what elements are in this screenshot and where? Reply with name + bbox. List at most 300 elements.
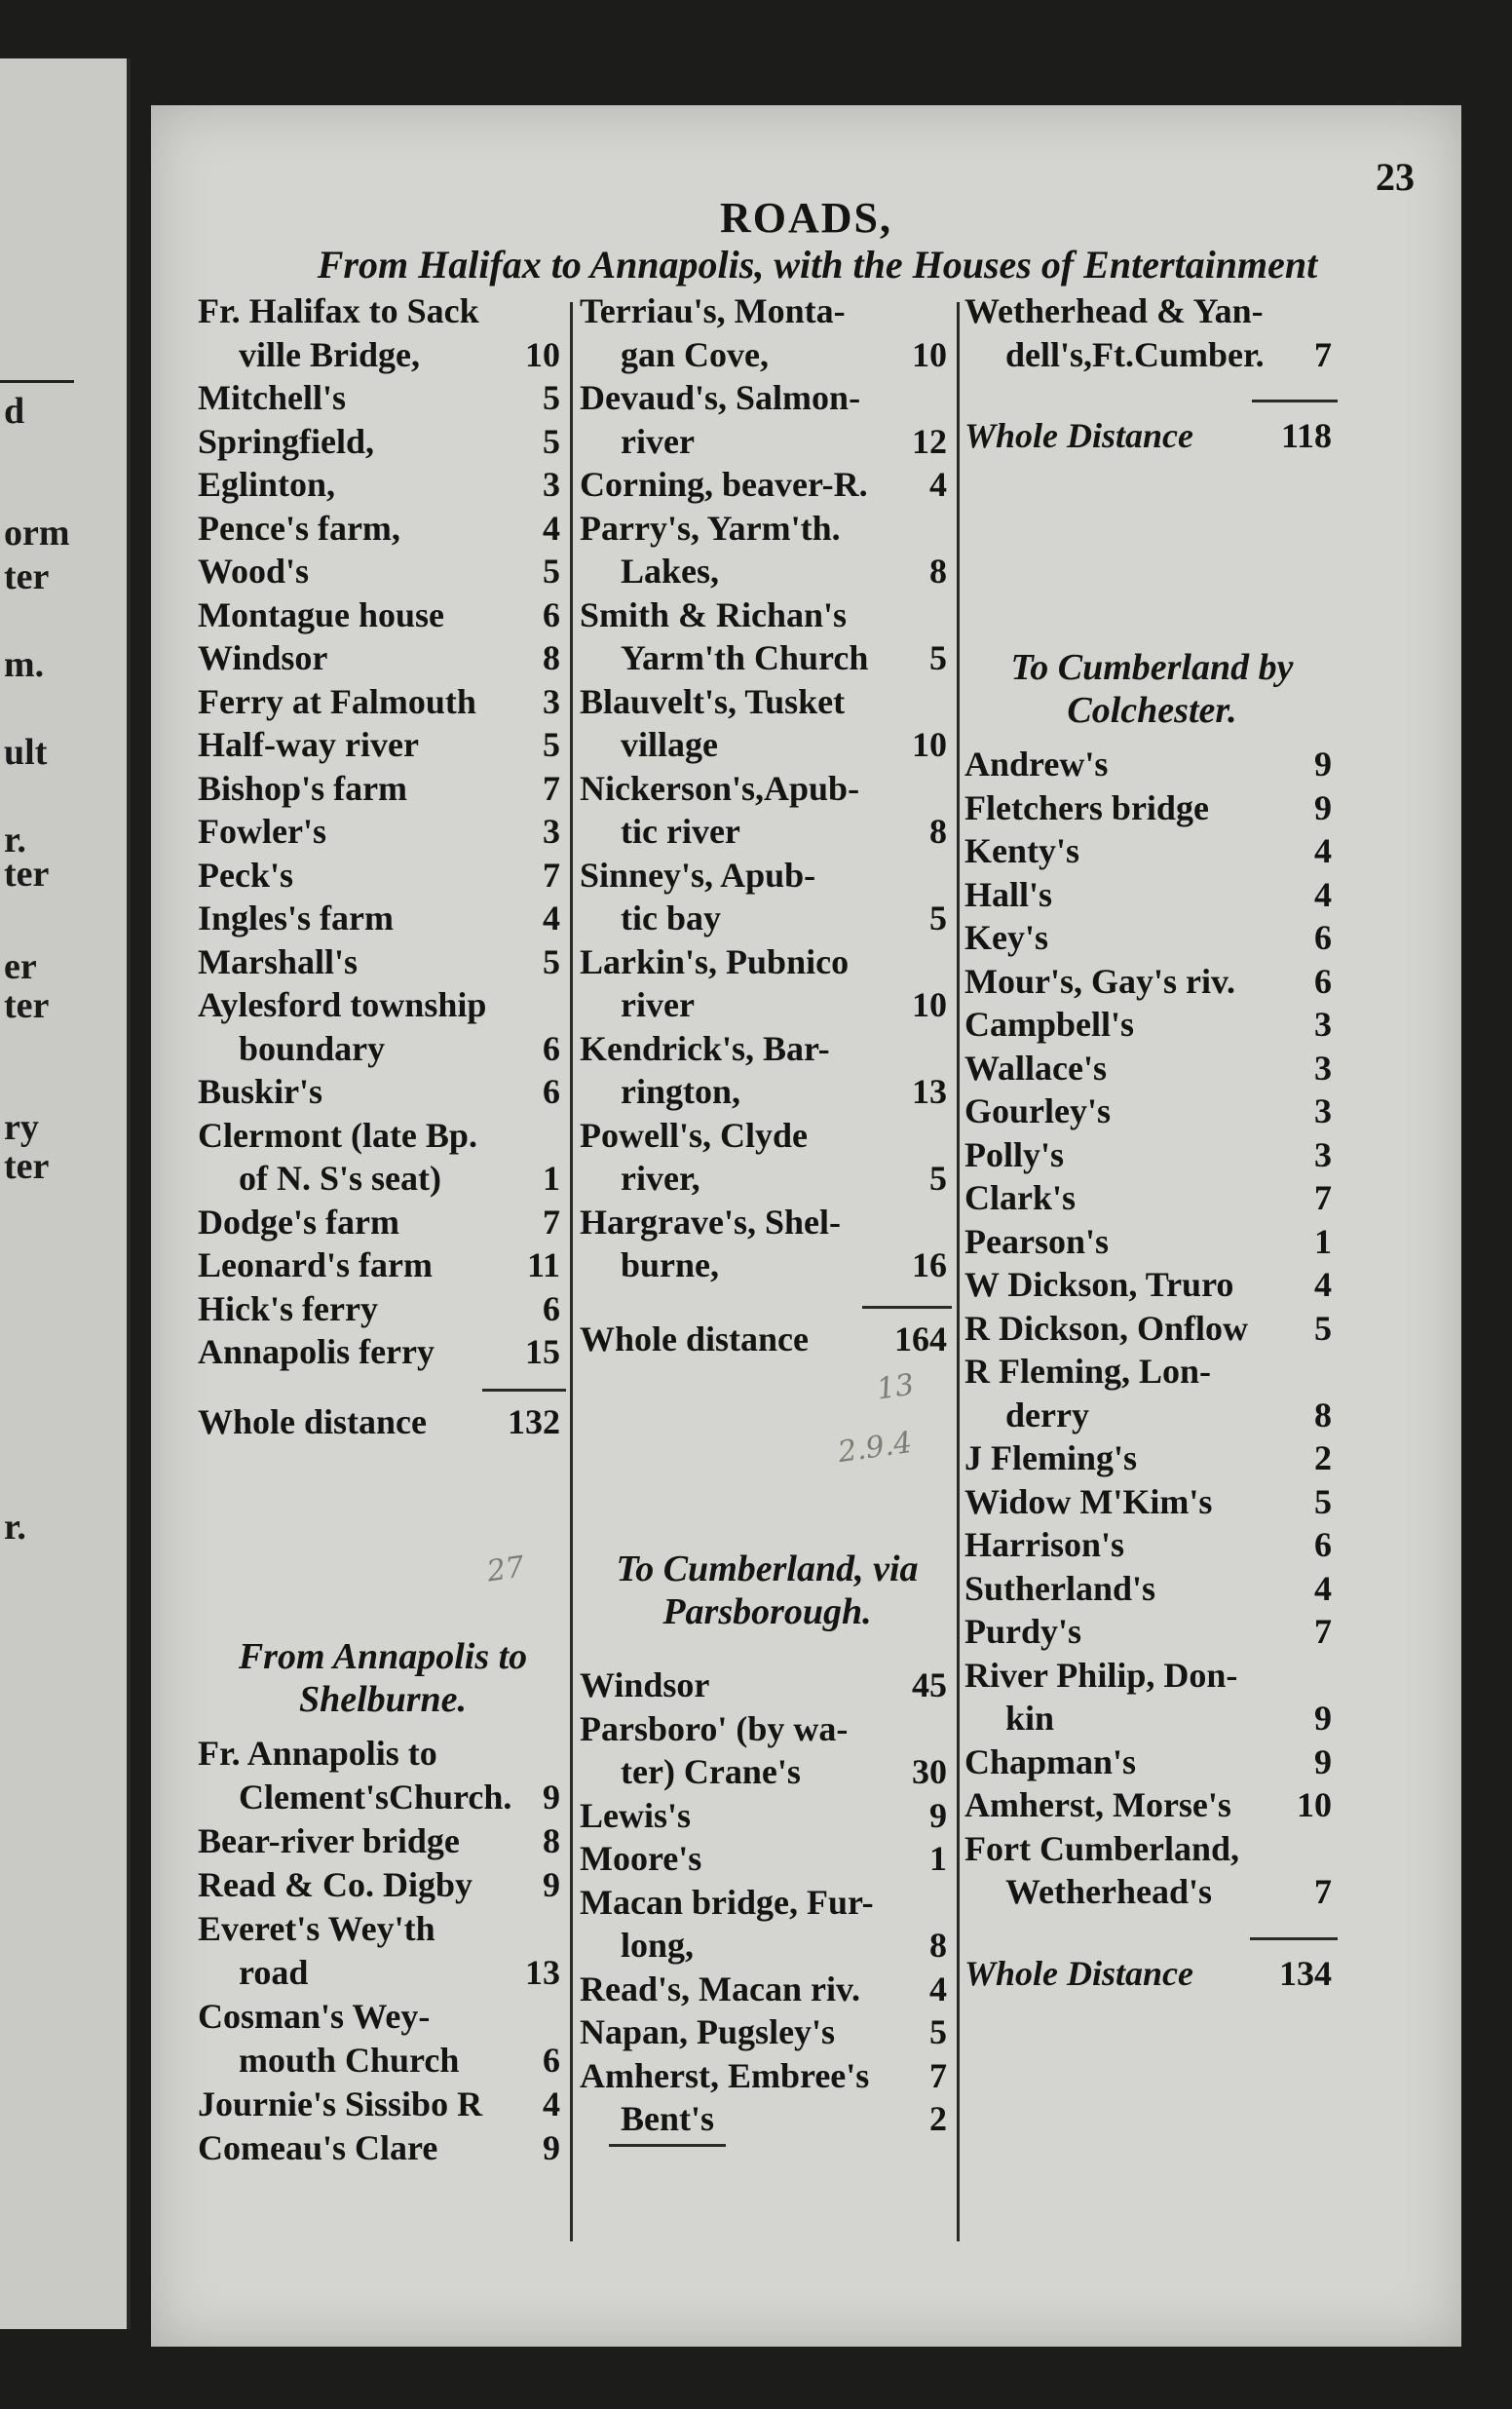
distance-value: 2 xyxy=(1314,1438,1332,1477)
place-name: Read & Co. Digby xyxy=(198,1865,473,1904)
route-entry xyxy=(198,1071,568,1115)
route-entry xyxy=(580,464,955,508)
place-name: ville Bridge, xyxy=(239,334,420,374)
total-value-col3: 118 xyxy=(1280,416,1332,455)
facing-page-text: ter xyxy=(4,854,50,895)
place-name: derry xyxy=(1005,1395,1089,1434)
route-entry xyxy=(198,377,568,421)
distance-value: 16 xyxy=(912,1245,947,1284)
distance-value: 7 xyxy=(929,2055,947,2095)
route-entry xyxy=(198,464,568,508)
page-subtitle: From Halifax to Annapolis, with the Houses of Entertainment xyxy=(317,243,1318,287)
distance-value: 8 xyxy=(1314,1395,1332,1434)
place-name: Powell's, Clyde xyxy=(580,1115,808,1155)
route-entry xyxy=(580,1071,955,1115)
route-entry xyxy=(580,768,955,812)
route-entry xyxy=(198,855,568,899)
place-name: Bent's xyxy=(621,2099,715,2138)
route-entry xyxy=(964,1828,1340,1872)
distance-value: 11 xyxy=(526,1245,560,1284)
route-entry xyxy=(964,290,1340,334)
route-entry xyxy=(580,941,955,985)
distance-value: 10 xyxy=(912,985,947,1024)
place-name: river xyxy=(621,421,695,461)
distance-value: 10 xyxy=(525,334,560,374)
place-name: R Dickson, Onflow xyxy=(964,1308,1249,1348)
place-name: Eglinton, xyxy=(198,465,336,504)
column-divider-right xyxy=(957,302,960,2241)
place-name: Parsboro' (by wa- xyxy=(580,1708,849,1748)
route-entry xyxy=(580,421,955,465)
place-name: Sutherland's xyxy=(964,1568,1156,1608)
page-number: 23 xyxy=(1376,155,1415,199)
route-entry xyxy=(964,1481,1340,1525)
place-name: Lakes, xyxy=(621,552,720,591)
route-entry xyxy=(580,1969,955,2012)
place-name: Chapman's xyxy=(964,1741,1137,1781)
distance-value: 13 xyxy=(525,1953,560,1992)
distance-value: 13 xyxy=(912,1072,947,1111)
column-divider-left xyxy=(570,302,573,2241)
place-name: Andrew's xyxy=(964,745,1109,784)
distance-value: 5 xyxy=(543,941,560,981)
distance-value: 10 xyxy=(1297,1785,1332,1824)
route-entry xyxy=(580,811,955,855)
place-name: Hick's ferry xyxy=(198,1288,378,1328)
route-entry xyxy=(580,855,955,899)
distance-value: 12 xyxy=(912,421,947,461)
route-entry xyxy=(964,1308,1340,1352)
distance-value: 2 xyxy=(929,2099,947,2138)
place-name: Marshall's xyxy=(198,941,359,981)
place-name: of N. S's seat) xyxy=(239,1159,441,1198)
route-entry xyxy=(964,1004,1340,1048)
route-entry xyxy=(580,2011,955,2055)
distance-value: 5 xyxy=(1314,1481,1332,1521)
distance-value: 5 xyxy=(543,378,560,417)
route-entry xyxy=(198,334,568,378)
route-entry xyxy=(580,1202,955,1245)
place-name: Clement'sChurch. xyxy=(239,1778,512,1816)
route-entry xyxy=(580,551,955,594)
page-title: ROADS, xyxy=(719,194,893,242)
route-entry xyxy=(964,1134,1340,1178)
route-entry xyxy=(964,787,1340,831)
place-name: Comeau's Clare xyxy=(198,2128,438,2167)
route-entry xyxy=(964,1048,1340,1091)
place-name: River Philip, Don- xyxy=(964,1655,1238,1695)
place-name: Yarm'th Church xyxy=(621,638,869,677)
distance-value: 5 xyxy=(929,1159,947,1198)
route-entry xyxy=(964,1698,1340,1741)
total-label-col3b: Whole Distance xyxy=(964,1954,1194,1993)
distance-value: 45 xyxy=(912,1665,947,1704)
place-name: Lewis's xyxy=(580,1795,692,1835)
route-entry xyxy=(198,2127,568,2171)
total-rule-col2 xyxy=(862,1306,952,1309)
place-name: Gourley's xyxy=(964,1091,1111,1130)
route-entry xyxy=(964,1741,1340,1785)
route-entry xyxy=(964,1568,1340,1612)
distance-value: 10 xyxy=(912,725,947,764)
total-value-col3b: 134 xyxy=(1279,1954,1332,1993)
distance-value: 4 xyxy=(929,1969,947,2008)
place-name: Springfield, xyxy=(198,421,375,461)
distance-value: 4 xyxy=(543,508,560,548)
place-name: Wetherhead & Yan- xyxy=(964,291,1264,330)
distance-value: 1 xyxy=(929,1839,947,1878)
distance-value: 6 xyxy=(543,1288,560,1328)
place-name: Fowler's xyxy=(198,812,326,851)
pencil-note: 2.9.4 xyxy=(835,1425,915,1471)
place-name: Key's xyxy=(964,918,1048,957)
place-name: Journie's Sissibo R xyxy=(198,2084,483,2123)
route-entry xyxy=(964,1090,1340,1134)
distance-value: 7 xyxy=(1314,1178,1332,1217)
route-entry xyxy=(198,508,568,552)
place-name: village xyxy=(621,725,718,764)
route-entry xyxy=(198,421,568,465)
place-name: Kendrick's, Bar- xyxy=(580,1028,830,1068)
distance-value: 7 xyxy=(543,855,560,895)
place-name: Nickerson's,Apub- xyxy=(580,768,860,808)
route-entry xyxy=(964,1177,1340,1221)
distance-value: 4 xyxy=(543,899,560,937)
distance-value: 9 xyxy=(1314,1741,1332,1781)
distance-value: 9 xyxy=(1314,787,1332,827)
column-shelburne-road xyxy=(580,290,955,1314)
total-col1 xyxy=(198,1401,568,1450)
facing-page-edge xyxy=(0,58,131,2329)
route-entry xyxy=(964,917,1340,961)
total-label-col1: Whole distance xyxy=(198,1402,428,1441)
book-page xyxy=(151,105,1461,2347)
distance-value: 3 xyxy=(543,465,560,504)
facing-page-text: er xyxy=(4,946,37,987)
total-rule-col3 xyxy=(1252,400,1338,402)
route-entry xyxy=(580,1751,955,1795)
distance-value: 7 xyxy=(543,1202,560,1242)
route-entry xyxy=(580,1664,955,1708)
place-name: Purdy's xyxy=(964,1612,1082,1651)
distance-value: 9 xyxy=(543,1778,560,1816)
route-entry xyxy=(580,1708,955,1752)
place-name: R Fleming, Lon- xyxy=(964,1352,1212,1391)
pencil-note: 13 xyxy=(874,1367,917,1407)
place-name: Annapolis ferry xyxy=(198,1332,435,1371)
column-annapolis-shelburne xyxy=(198,1635,568,2259)
place-name: Amherst, Embree's xyxy=(580,2055,870,2095)
route-entry xyxy=(580,594,955,638)
section-heading: Parsborough. xyxy=(662,1591,872,1632)
section-heading: Colchester. xyxy=(1067,690,1237,731)
place-name: Blauvelt's, Tusket xyxy=(580,681,846,721)
route-entry xyxy=(580,1028,955,1072)
place-name: Widow M'Kim's xyxy=(964,1481,1213,1521)
place-name: long, xyxy=(621,1926,695,1965)
place-name: Larkin's, Pubnico xyxy=(580,941,850,981)
route-entry xyxy=(198,768,568,812)
place-name: Harrison's xyxy=(964,1525,1125,1564)
place-name: gan Cove, xyxy=(621,334,769,374)
total-rule-col1 xyxy=(482,1389,566,1392)
distance-value: 3 xyxy=(1314,1005,1332,1044)
distance-value: 5 xyxy=(543,421,560,461)
route-entry xyxy=(580,1158,955,1202)
facing-page-text: ter xyxy=(4,985,50,1026)
route-entry xyxy=(964,1524,1340,1568)
facing-page-text: d xyxy=(4,391,25,432)
place-name: Pearson's xyxy=(964,1221,1109,1261)
route-entry xyxy=(580,508,955,552)
route-entry xyxy=(198,898,568,941)
route-entry xyxy=(580,1882,955,1926)
facing-page-text: ter xyxy=(4,1146,50,1187)
facing-page-rule xyxy=(0,380,74,383)
route-entry xyxy=(580,334,955,378)
place-name: kin xyxy=(1005,1699,1055,1738)
pencil-note: 27 xyxy=(484,1549,527,1589)
distance-value: 9 xyxy=(543,2128,560,2167)
place-name: Parry's, Yarm'th. xyxy=(580,508,841,548)
section-heading: To Cumberland, via xyxy=(616,1549,919,1589)
total-col3b xyxy=(964,1953,1340,2002)
route-entry xyxy=(580,1925,955,1969)
distance-value: 8 xyxy=(543,638,560,677)
distance-value: 6 xyxy=(543,1072,560,1111)
route-entry xyxy=(580,681,955,725)
section-heading: To Cumberland by xyxy=(1010,647,1294,688)
route-entry xyxy=(198,1158,568,1202)
place-name: Clermont (late Bp. xyxy=(198,1115,477,1155)
place-name: Wallace's xyxy=(964,1048,1107,1088)
dash-rule xyxy=(609,2144,726,2147)
route-entry xyxy=(198,1996,568,2040)
distance-value: 5 xyxy=(1314,1308,1332,1348)
facing-page-text: r. xyxy=(4,820,26,860)
total-value-col2: 164 xyxy=(894,1319,947,1358)
distance-value: 4 xyxy=(1314,831,1332,870)
place-name: Kenty's xyxy=(964,831,1080,870)
facing-page-text: ult xyxy=(4,732,48,773)
route-entry xyxy=(580,1838,955,1882)
place-name: river, xyxy=(621,1159,700,1198)
total-label-col2: Whole distance xyxy=(580,1319,810,1358)
distance-value: 8 xyxy=(543,1821,560,1860)
distance-value: 1 xyxy=(543,1159,560,1198)
total-rule-col3b xyxy=(1250,1937,1338,1940)
place-name: Hall's xyxy=(964,874,1053,914)
column-cumberland-colchester xyxy=(964,646,1340,2108)
place-name: Sinney's, Apub- xyxy=(580,855,816,895)
place-name: Napan, Pugsley's xyxy=(580,2012,836,2051)
route-entry xyxy=(964,1871,1340,1915)
place-name: Peck's xyxy=(198,855,293,895)
route-entry xyxy=(198,681,568,725)
place-name: Leonard's farm xyxy=(198,1245,433,1284)
route-entry xyxy=(198,724,568,768)
place-name: Ingles's farm xyxy=(198,899,394,937)
route-entry xyxy=(964,1395,1340,1438)
place-name: river xyxy=(621,985,695,1024)
facing-page-text: ry xyxy=(4,1107,39,1148)
distance-value: 6 xyxy=(543,1028,560,1068)
place-name: Windsor xyxy=(580,1665,710,1704)
place-name: Fletchers bridge xyxy=(964,787,1209,827)
route-entry xyxy=(580,984,955,1028)
route-entry xyxy=(198,1028,568,1072)
facing-page-text: r. xyxy=(4,1507,26,1548)
route-entry xyxy=(198,2084,568,2127)
route-entry xyxy=(964,1655,1340,1699)
route-entry xyxy=(198,637,568,681)
route-entry xyxy=(964,1611,1340,1655)
section-heading: From Annapolis to xyxy=(238,1636,528,1677)
route-entry xyxy=(964,334,1340,378)
distance-value: 15 xyxy=(525,1332,560,1371)
route-entry xyxy=(198,594,568,638)
route-entry xyxy=(580,898,955,941)
place-name: W Dickson, Truro xyxy=(964,1265,1234,1304)
distance-value: 9 xyxy=(1314,745,1332,784)
route-entry xyxy=(964,1351,1340,1395)
route-entry xyxy=(198,984,568,1028)
place-name: rington, xyxy=(621,1072,741,1111)
route-entry xyxy=(580,377,955,421)
place-name: burne, xyxy=(621,1245,720,1284)
route-entry xyxy=(964,874,1340,918)
place-name: Hargrave's, Shel- xyxy=(580,1202,841,1242)
route-entry xyxy=(198,1777,568,1820)
place-name: Devaud's, Salmon- xyxy=(580,378,861,417)
place-name: Mour's, Gay's riv. xyxy=(964,961,1235,1001)
place-name: Wetherhead's xyxy=(1005,1872,1212,1911)
place-name: Dodge's farm xyxy=(198,1202,399,1242)
distance-value: 4 xyxy=(1314,874,1332,914)
distance-value: 3 xyxy=(1314,1048,1332,1088)
place-name: J Fleming's xyxy=(964,1438,1137,1477)
route-entry xyxy=(198,811,568,855)
route-entry xyxy=(198,1733,568,1777)
distance-value: 3 xyxy=(1314,1091,1332,1130)
distance-value: 6 xyxy=(1314,918,1332,957)
route-entry xyxy=(198,941,568,985)
total-label-col3: Whole Distance xyxy=(964,416,1194,455)
route-entry xyxy=(580,2055,955,2099)
total-col3 xyxy=(964,415,1340,464)
place-name: Aylesford township xyxy=(198,985,487,1024)
place-name: tic river xyxy=(621,812,740,851)
distance-value: 6 xyxy=(1314,1525,1332,1564)
place-name: Fort Cumberland, xyxy=(964,1828,1239,1868)
total-value-col1: 132 xyxy=(508,1402,560,1441)
distance-value: 3 xyxy=(1314,1134,1332,1174)
place-name: Half-way river xyxy=(198,725,419,764)
place-name: Macan bridge, Fur- xyxy=(580,1882,874,1922)
distance-value: 3 xyxy=(543,812,560,851)
route-entry xyxy=(964,744,1340,787)
distance-value: 9 xyxy=(1314,1699,1332,1738)
place-name: road xyxy=(239,1953,309,1992)
distance-value: 4 xyxy=(929,465,947,504)
place-name: Corning, beaver-R. xyxy=(580,465,868,504)
route-entry xyxy=(198,1288,568,1332)
route-entry xyxy=(964,1784,1340,1828)
distance-value: 4 xyxy=(543,2084,560,2123)
distance-value: 6 xyxy=(1314,961,1332,1001)
distance-value: 6 xyxy=(543,2041,560,2080)
route-entry xyxy=(198,1820,568,1864)
route-entry xyxy=(964,1437,1340,1481)
distance-value: 8 xyxy=(929,812,947,851)
section-heading: Shelburne. xyxy=(298,1679,468,1720)
route-entry xyxy=(198,290,568,334)
distance-value: 7 xyxy=(1314,1612,1332,1651)
place-name: Read's, Macan riv. xyxy=(580,1969,860,2008)
place-name: Fr. Annapolis to xyxy=(198,1734,437,1773)
route-entry xyxy=(964,1221,1340,1265)
route-entry xyxy=(580,290,955,334)
column-cumberland-end xyxy=(964,290,1340,388)
distance-value: 4 xyxy=(1314,1265,1332,1304)
place-name: Polly's xyxy=(964,1134,1065,1174)
place-name: tic bay xyxy=(621,899,721,937)
route-entry xyxy=(198,1331,568,1375)
distance-value: 10 xyxy=(912,334,947,374)
distance-value: 7 xyxy=(1314,334,1332,374)
distance-value: 9 xyxy=(929,1795,947,1835)
place-name: Pence's farm, xyxy=(198,508,400,548)
route-entry xyxy=(580,724,955,768)
distance-value: 6 xyxy=(543,594,560,634)
place-name: Moore's xyxy=(580,1839,702,1878)
place-name: Campbell's xyxy=(964,1005,1135,1044)
place-name: Bear-river bridge xyxy=(198,1821,460,1860)
route-entry xyxy=(964,830,1340,874)
total-col2 xyxy=(580,1319,955,1367)
place-name: mouth Church xyxy=(239,2041,460,2080)
route-entry xyxy=(964,961,1340,1005)
distance-value: 1 xyxy=(1314,1221,1332,1261)
route-entry xyxy=(198,1952,568,1996)
route-entry xyxy=(580,1795,955,1839)
place-name: Ferry at Falmouth xyxy=(198,681,476,721)
place-name: Fr. Halifax to Sack xyxy=(198,291,479,330)
place-name: Smith & Richan's xyxy=(580,594,848,634)
place-name: Amherst, Morse's xyxy=(964,1785,1231,1824)
place-name: dell's,Ft.Cumber. xyxy=(1005,334,1265,374)
place-name: Cosman's Wey- xyxy=(198,1997,431,2036)
place-name: Everet's Wey'th xyxy=(198,1909,435,1948)
distance-value: 3 xyxy=(543,681,560,721)
route-entry xyxy=(580,1115,955,1159)
place-name: boundary xyxy=(239,1028,386,1068)
route-entry xyxy=(198,1115,568,1159)
place-name: Windsor xyxy=(198,638,328,677)
route-entry xyxy=(580,1244,955,1288)
place-name: Clark's xyxy=(964,1178,1077,1217)
place-name: Bishop's farm xyxy=(198,768,408,808)
route-entry xyxy=(198,1908,568,1952)
distance-value: 5 xyxy=(929,899,947,937)
place-name: Montague house xyxy=(198,594,445,634)
distance-value: 5 xyxy=(929,2012,947,2051)
distance-value: 5 xyxy=(543,725,560,764)
facing-page-text: m. xyxy=(4,644,45,685)
route-entry xyxy=(580,637,955,681)
route-entry xyxy=(580,2098,955,2142)
distance-value: 9 xyxy=(543,1865,560,1904)
